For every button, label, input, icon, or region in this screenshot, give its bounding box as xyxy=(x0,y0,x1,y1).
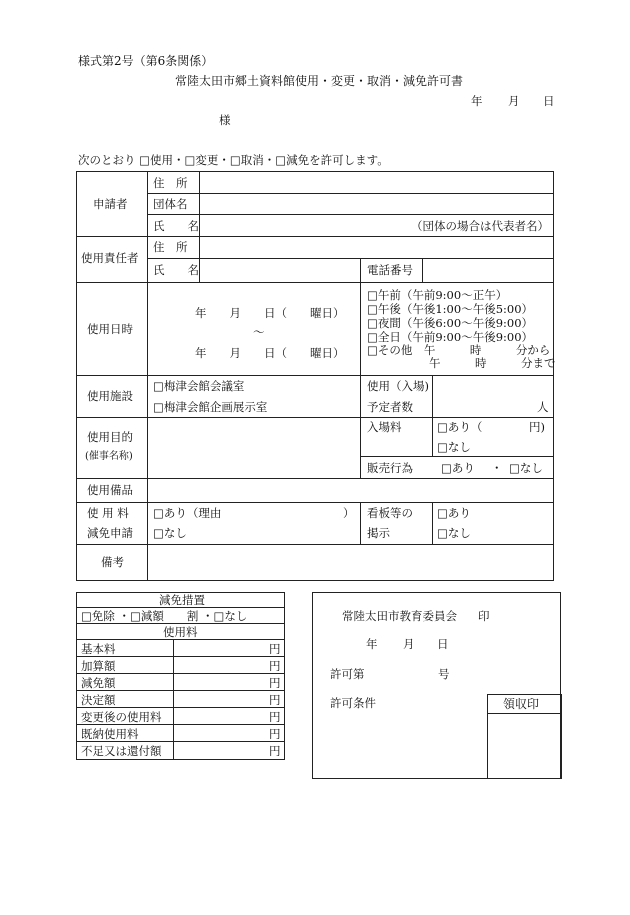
admission-yes: □あり（ xyxy=(437,420,483,434)
usage-date-to: 年 月 日（ 曜日） xyxy=(195,346,345,360)
board-issuer: 常陸太田市教育委員会 xyxy=(342,609,457,623)
fee-reduction-yes: □あり（理由 xyxy=(153,506,222,520)
facility-label: 使用施設 xyxy=(87,389,133,403)
signboard-no: □なし xyxy=(437,526,471,540)
row-reduction: 減免額 xyxy=(81,676,116,690)
yen-unit: 円 xyxy=(269,659,281,673)
yen-unit: 円 xyxy=(269,676,281,690)
document-title: 常陸太田市郷土資料館使用・変更・取消・減免許可書 xyxy=(175,74,464,88)
attendance-label-2: 予定者数 xyxy=(367,400,413,414)
board-date-day: 日 xyxy=(437,637,449,651)
permit-conditions-label: 許可条件 xyxy=(330,696,376,710)
purpose-sublabel: (催事名称) xyxy=(85,451,133,462)
admission-no: □なし xyxy=(437,440,471,454)
fee-reduction-yes-close: ） xyxy=(343,506,355,520)
yen-unit: 円 xyxy=(269,642,281,656)
reduction-summary-title: 減免措置 xyxy=(159,593,205,607)
issue-date-day: 日 xyxy=(543,94,555,108)
row-changed-fee: 変更後の使用料 xyxy=(81,710,162,724)
sales-no: □なし xyxy=(509,461,543,475)
option-pm: □午後（午後1:00～午後5:00） xyxy=(367,302,534,316)
issue-date-year: 年 xyxy=(471,94,483,108)
permit-number-suffix: 号 xyxy=(438,667,450,681)
usage-date-tilde: ～ xyxy=(253,325,265,339)
fee-header: 使用料 xyxy=(163,625,198,639)
attendance-label: 使用（入場) xyxy=(367,379,429,393)
usage-date-label: 使用日時 xyxy=(87,322,133,336)
intro-text: 次のとおり □使用・□変更・□取消・□減免を許可します。 xyxy=(78,153,389,167)
responsible-label: 使用責任者 xyxy=(81,251,139,265)
receipt-seal-label: 領収印 xyxy=(503,697,540,711)
application-table xyxy=(76,171,554,581)
signboard-label: 看板等の xyxy=(367,506,413,520)
permit-number-label: 許可第 xyxy=(330,667,365,681)
sales-label: 販売行為 xyxy=(367,461,413,475)
yen-unit: 円 xyxy=(269,710,281,724)
sales-yes: □あり xyxy=(441,461,475,475)
equipment-label: 使用備品 xyxy=(87,483,133,497)
facility-option-exhibition-room: □梅津会館企画展示室 xyxy=(153,400,268,414)
purpose-label: 使用目的 xyxy=(87,430,133,444)
board-approval-box xyxy=(312,592,561,779)
fee-reduction-no: □なし xyxy=(153,526,187,540)
issue-date-month: 月 xyxy=(508,94,520,108)
option-allday: □全日（午前9:00～午後9:00） xyxy=(367,330,534,344)
reduction-summary-options: □免除 ・□減額 割 ・□なし xyxy=(81,609,248,623)
row-shortage-refund: 不足又は還付額 xyxy=(81,744,162,758)
board-date-year: 年 xyxy=(366,637,378,651)
facility-option-meeting-room: □梅津会館会議室 xyxy=(153,379,245,393)
applicant-address-label: 住 所 xyxy=(153,176,188,190)
applicant-label: 申請者 xyxy=(93,197,128,211)
responsible-name-label: 氏 名 xyxy=(153,263,199,277)
row-additional: 加算額 xyxy=(81,659,116,673)
admission-label: 入場料 xyxy=(367,420,402,434)
responsible-address-label: 住 所 xyxy=(153,240,188,254)
phone-label: 電話番号 xyxy=(367,263,413,277)
addressee-suffix: 様 xyxy=(219,113,231,127)
reduction-summary-table xyxy=(76,592,285,760)
board-date-month: 月 xyxy=(403,637,415,651)
receipt-seal-box xyxy=(487,694,562,779)
admission-yen: 円) xyxy=(529,420,545,434)
yen-unit: 円 xyxy=(269,744,281,758)
option-other: □その他 午 時 分から xyxy=(367,343,551,357)
sales-dot: ・ xyxy=(491,461,503,475)
attendance-unit: 人 xyxy=(537,400,549,414)
signboard-label-2: 掲示 xyxy=(367,526,390,540)
applicant-name-label: 氏 名 xyxy=(153,219,199,233)
fee-reduction-label: 使 用 料 xyxy=(87,506,129,520)
board-seal: 印 xyxy=(478,609,490,623)
usage-date-from: 年 月 日（ 曜日） xyxy=(195,306,345,320)
option-night: □夜間（午後6:00～午後9:00） xyxy=(367,316,534,330)
option-other-end: 午 時 分まで xyxy=(429,356,556,370)
row-paid-fee: 既納使用料 xyxy=(81,727,139,741)
row-base-fee: 基本料 xyxy=(81,642,116,656)
applicant-org-label: 団体名 xyxy=(153,197,188,211)
yen-unit: 円 xyxy=(269,693,281,707)
applicant-name-note: （団体の場合は代表者名） xyxy=(411,219,549,233)
fee-reduction-label-2: 減免申請 xyxy=(87,526,133,540)
remarks-label: 備考 xyxy=(101,555,124,569)
row-decided: 決定額 xyxy=(81,693,116,707)
form-number: 様式第2号（第6条関係） xyxy=(78,54,214,68)
signboard-yes: □あり xyxy=(437,506,471,520)
yen-unit: 円 xyxy=(269,727,281,741)
option-am: □午前（午前9:00～正午） xyxy=(367,288,508,302)
